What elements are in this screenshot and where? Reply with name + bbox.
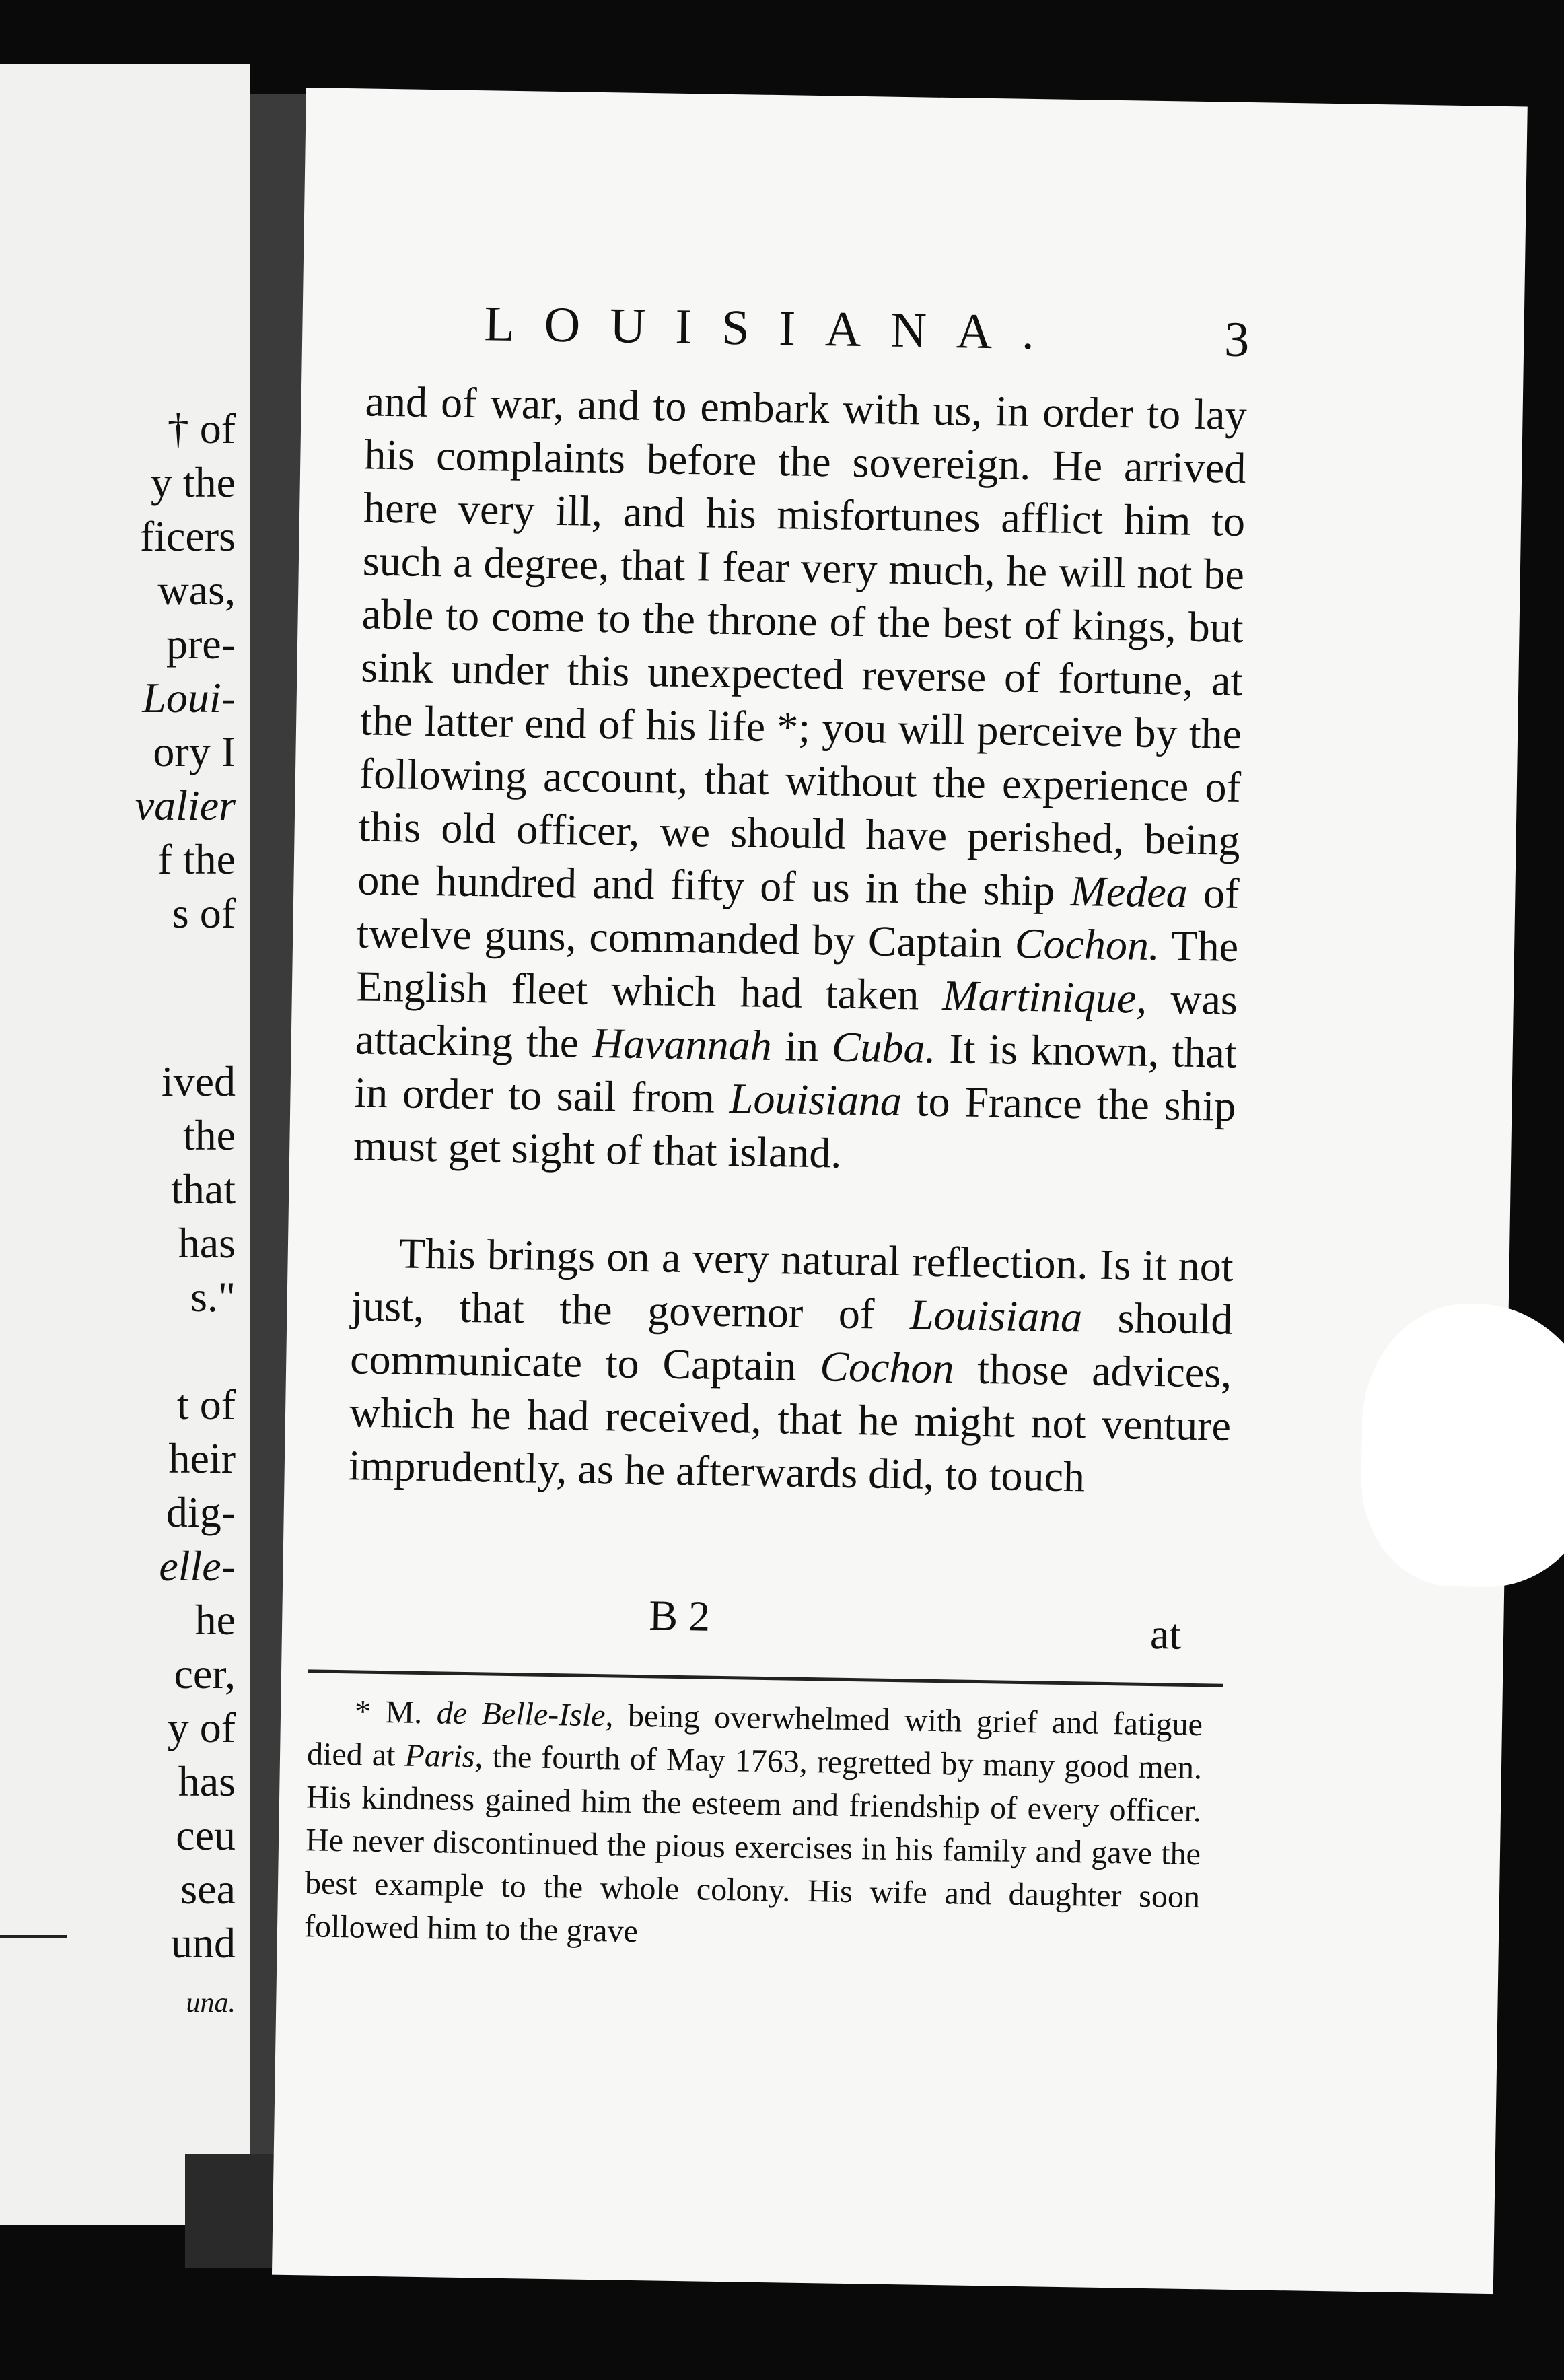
facing-page-line-fragment: y of: [167, 1704, 236, 1751]
facing-page-line-fragment: heir: [168, 1434, 236, 1482]
facing-page-line-fragment: t of: [176, 1380, 236, 1428]
signature-mark: B 2: [648, 1591, 711, 1640]
facing-page-line-fragment: Loui-: [142, 674, 236, 722]
facing-page-line-fragment: f the: [157, 835, 236, 883]
facing-page-line-fragment: ficers: [139, 512, 236, 560]
facing-page-line-fragment: und: [171, 1919, 236, 1967]
catchword: at: [1149, 1609, 1182, 1658]
paper-damage-blot: [1359, 1302, 1564, 1589]
paragraph-1: and of war, and to embark with us, in order to lay his complaints before the sovereign. He arrived here very ill, and his misfortunes afflict him to such a degree, that I fear very much, he will not be able to come to the throne of the best of kings, but sink under this unexpected reverse of fortune, at the latter end of his life *; you will perceive by the following account, that without the experience of this old officer, we should have perished, being one hundred and fifty of us in the ship Medea of twelve guns, commanded by Captain Cochon. The English fleet which had taken Martinique, was attacking the Havannah in Cuba. It is known, that in order to sail from Louisiana to France the ship must get sight of that island.: [353, 377, 1248, 1177]
facing-page-line-fragment: † of: [167, 405, 236, 452]
facing-page-line-fragment: has: [178, 1219, 236, 1267]
facing-page-line-fragment: ived: [161, 1057, 236, 1105]
book-gutter-shadow: [185, 2154, 279, 2268]
facing-page-line-fragment: elle-: [159, 1542, 236, 1590]
facing-page-line-fragment: sea: [180, 1865, 236, 1913]
facing-page-line-fragment: y the: [150, 458, 236, 506]
facing-page-line-fragment: was,: [157, 566, 236, 614]
facing-page-line-fragment: he: [194, 1596, 236, 1644]
facing-page-fragment: [0, 64, 250, 2225]
facing-page-footnote-rule: [0, 1935, 67, 1938]
facing-page-line-fragment: s of: [172, 889, 236, 937]
footnote-rule: [308, 1669, 1223, 1687]
signature-line: [282, 1585, 1225, 1660]
book-page: [272, 88, 1528, 2294]
footnote: [304, 1689, 1203, 1962]
facing-page-line-fragment: cer,: [174, 1650, 236, 1698]
body-text: [348, 374, 1247, 1505]
facing-page-line-fragment: the: [182, 1111, 236, 1159]
running-head: [301, 293, 1524, 386]
facing-page-line-fragment: pre-: [166, 620, 236, 668]
facing-page-line-fragment: dig-: [166, 1488, 236, 1536]
facing-page-line-fragment: that: [171, 1165, 236, 1213]
paragraph-2: This brings on a very natural reflection. Is it not just, that the governor of Louisiana should communicate to Captain Cochon those advices, which he had received, that he might not venture imprudently, as he afterwards did, to touch: [348, 1229, 1234, 1501]
facing-page-line-fragment: s.": [190, 1273, 236, 1321]
page-number: 3: [1223, 312, 1250, 368]
running-title: LOUISIANA.: [483, 296, 1065, 361]
facing-page-line-fragment: valier: [135, 781, 236, 829]
facing-page-line-fragment: ory I: [153, 728, 236, 775]
facing-page-line-fragment: ceu: [176, 1811, 236, 1859]
facing-page-line-fragment: una.: [186, 1988, 236, 2019]
facing-page-line-fragment: has: [178, 1757, 236, 1805]
footnote-text: * M. de Belle-Isle, being overwhelmed with grief and fatigue died at Paris, the fourth of May 1763, regretted by many good men. His kindness gained him the esteem and friendship of every officer. He never discontinued the pious exercises in his family and gave the best example to the whole colony. His wife and daughter soon followed him to the grave: [304, 1693, 1203, 1950]
